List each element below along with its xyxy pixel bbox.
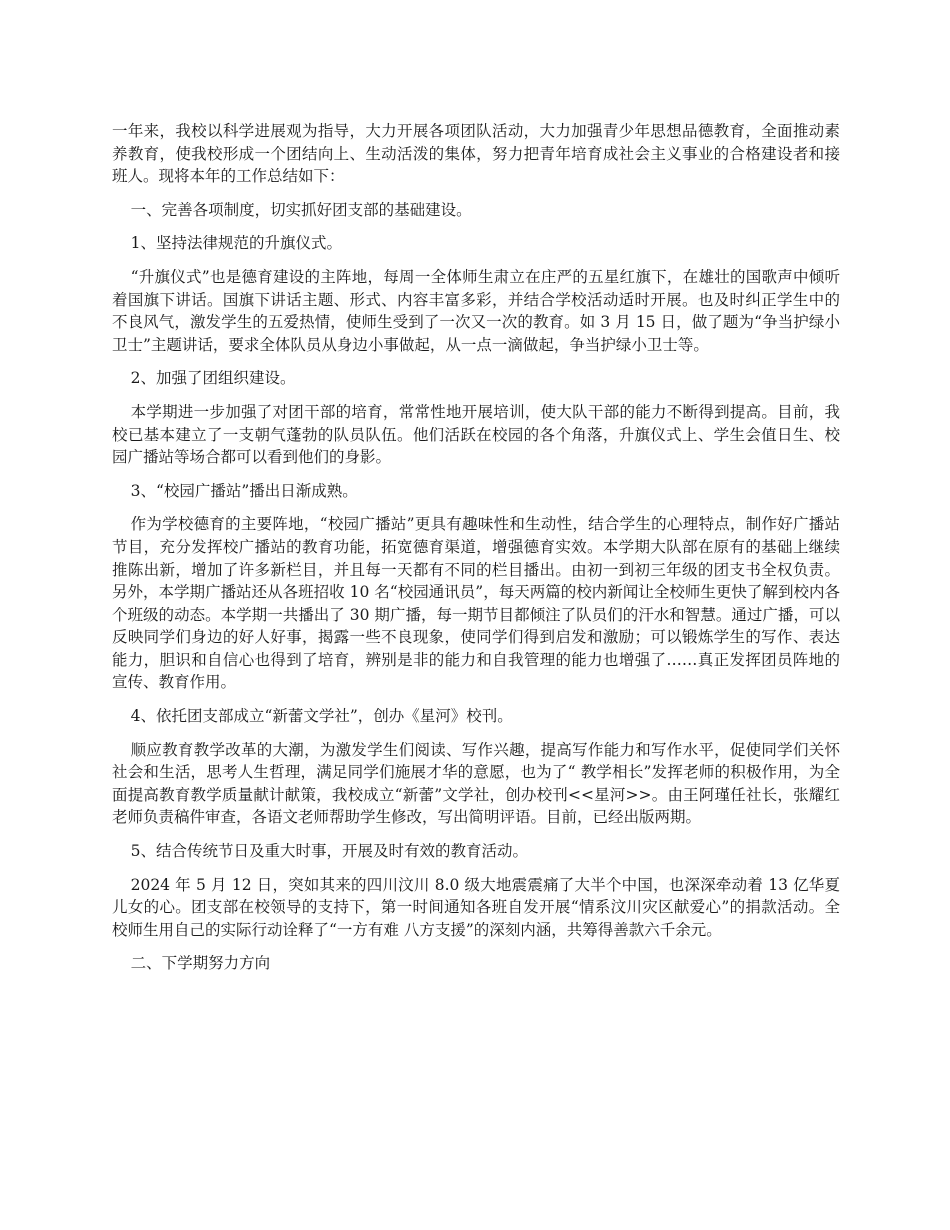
body-paragraph-3: 作为学校德育的主要阵地，“校园广播站”更具有趣味性和生动性，结合学生的心理特点，制作好广播站节目，充分发挥校广播站的教育功能，拓宽德育渠道，增强德育实效。本学期大队部在原有的基础上继续推陈出新，增加了许多新栏目，并且每一天都有不同的栏目播出。由初一到初三年级的团支书全权负责。另外，本学期广播站还从各班招收 10 名“校园通讯员”，每天两篇的校内新闻让全校师生更快了解到校内各个班级的动态。本学期一共播出了 30 期广播，每一期节目都倾注了队员们的汗水和智慧。通过广播，可以反映同学们身边的好人好事，揭露一些不良现象，使同学们得到启发和激励；可以锻炼学生的写作、表达能力，胆识和自信心也得到了培育，辨别是非的能力和自我管理的能力也增强了……真正发挥团员阵地的宣传、教育作用。 [112,515,840,692]
body-paragraph-1: “升旗仪式”也是德育建设的主阵地，每周一全体师生肃立在庄严的五星红旗下，在雄壮的国歌声中倾听着国旗下讲话。国旗下讲话主题、形式、内容丰富多彩，并结合学校活动适时开展。也及时纠正学生中的不良风气，激发学生的五爱热情，使师生受到了一次又一次的教育。如 3 月 15 日，做了题为“争当护绿小卫士”主题讲话，要求全体队员从身边小事做起，从一点一滴做起，争当护绿小卫士等。 [112,267,840,354]
section-heading-2: 二、下学期努力方向 [130,954,271,973]
body-paragraph-5: 2024 年 5 月 12 日，突如其来的四川汶川 8.0 级大地震震痛了大半个中国，也深深牵动着 13 亿华夏儿女的心。团支部在校领导的支持下，第一时间通知各班自发开展“情系汶川灾区献爱心”的捐款活动。全校师生用自己的实际行动诠释了“一方有难 八方支援”的深刻内涵，共筹得善款六千余元。 [112,875,840,939]
document-body [112,120,840,986]
section-heading-1: 一、完善各项制度，切实抓好团支部的基础建设。 [130,200,472,219]
subheading-2: 2、加强了团组织建设。 [130,369,296,388]
subheading-3: 3、“校园广播站”播出日渐成熟。 [130,481,358,500]
subheading-4: 4、依托团支部成立“新蕾文学社”，创办《星河》校刊。 [130,707,513,726]
subheading-1: 1、坚持法律规范的升旗仪式。 [130,234,342,253]
body-paragraph-2: 本学期进一步加强了对团干部的培育，常常性地开展培训，使大队干部的能力不断得到提高。目前，我校已基本建立了一支朝气蓬勃的队员队伍。他们活跃在校园的各个角落，升旗仪式上、学生会值日生、校园广播站等场合都可以看到他们的身影。 [112,402,840,467]
body-paragraph-4: 顺应教育教学改革的大潮，为激发学生们阅读、写作兴趣，提高写作能力和写作水平，促使同学们关怀社会和生活，思考人生哲理，满足同学们施展才华的意愿，也为了“ 教学相长”发挥老师的积极作用，为全面提高教育教学质量献计献策，我校成立“新蕾”文学社，创办校刊<<星河>>。由王阿瑾任社长，张耀红老师负责稿件审查，各语文老师帮助学生修改，写出简明评语。目前，已经出版两期。 [112,740,840,827]
subheading-5: 5、结合传统节日及重大时事，开展及时有效的教育活动。 [130,842,528,861]
intro-paragraph: 一年来，我校以科学进展观为指导，大力开展各项团队活动，大力加强青少年思想品德教育，全面推动素养教育，使我校形成一个团结向上、生动活泼的集体，努力把青年培育成社会主义事业的合格建设者和接班人。现将本年的工作总结如下： [112,122,840,186]
